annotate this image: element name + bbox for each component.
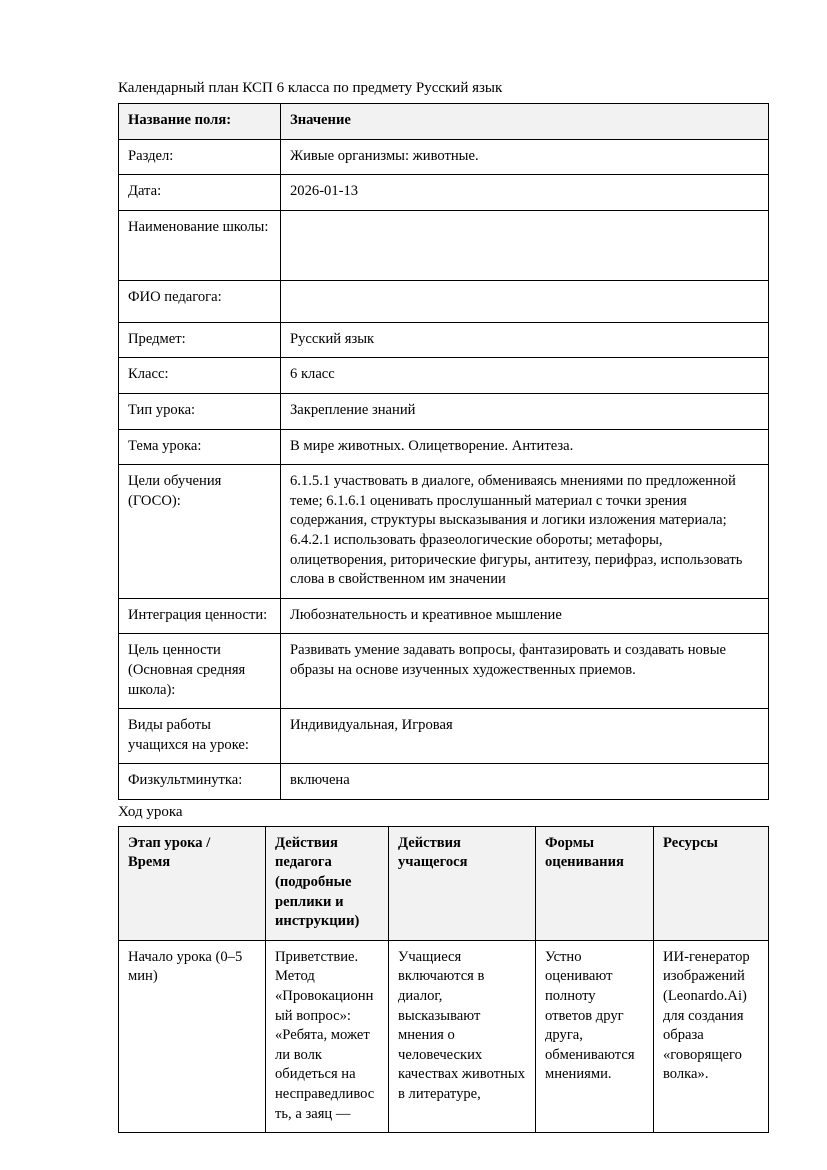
cell-student-actions: Учащиеся включаются в диалог, высказывают мнения о человеческих качествах животных в литературе, [389,940,536,1132]
cell-stage: Начало урока (0–5 мин) [119,940,266,1132]
table-row [119,634,769,709]
header-student-actions: Действия учащегося [389,826,536,940]
cell-assessment-forms: Устно оценивают полноту ответов друг друга, обмениваются мнениями. [536,940,654,1132]
row-label: Виды работы учащихся на уроке: [119,709,281,764]
table-row [119,393,769,429]
table-row [119,358,769,394]
row-value: Живые организмы: животные. [281,139,769,175]
header-assessment-forms: Формы оценивания [536,826,654,940]
row-label: Цель ценности (Основная средняя школа): [119,634,281,709]
row-value: 2026-01-13 [281,175,769,211]
row-label: Цели обучения (ГОСО): [119,465,281,599]
table-row [119,940,769,1132]
row-value: Развивать умение задавать вопросы, фантазировать и создавать новые образы на основе изученных художественных приемов. [281,634,769,709]
header-field-value: Значение [281,104,769,140]
row-value: 6 класс [281,358,769,394]
row-value: Любознательность и креативное мышление [281,598,769,634]
lesson-info-table [118,103,769,800]
header-stage: Этап урока / Время [119,826,266,940]
table-row [119,210,769,280]
table-row [119,764,769,800]
row-value: Русский язык [281,322,769,358]
row-label: ФИО педагога: [119,280,281,322]
row-label: Тема урока: [119,429,281,465]
lesson-flow-table [118,826,769,1133]
row-value [281,280,769,322]
row-value [281,210,769,280]
cell-resources: ИИ-генератор изображений (Leonardo.Ai) для создания образа «говорящего волка». [654,940,769,1132]
table-row [119,598,769,634]
table-header-row [119,826,769,940]
cell-teacher-actions: Приветствие. Метод «Провокационный вопрос»: «Ребята, может ли волк обидеться на несправедливость, а заяц — [266,940,389,1132]
table-header-row [119,104,769,140]
row-label: Физкультминутка: [119,764,281,800]
row-label: Предмет: [119,322,281,358]
row-value: Закрепление знаний [281,393,769,429]
table-row [119,139,769,175]
row-value: включена [281,764,769,800]
row-label: Наименование школы: [119,210,281,280]
header-field-name: Название поля: [119,104,281,140]
header-teacher-actions: Действия педагога (подробные реплики и инструкции) [266,826,389,940]
row-label: Раздел: [119,139,281,175]
row-label: Интеграция ценности: [119,598,281,634]
row-value: В мире животных. Олицетворение. Антитеза. [281,429,769,465]
row-label: Класс: [119,358,281,394]
lesson-flow-label: Ход урока [118,803,183,820]
table-row [119,429,769,465]
table-row [119,280,769,322]
table-row [119,322,769,358]
table-row [119,465,769,599]
table-row [119,709,769,764]
header-resources: Ресурсы [654,826,769,940]
row-label: Тип урока: [119,393,281,429]
row-label: Дата: [119,175,281,211]
row-value: Индивидуальная, Игровая [281,709,769,764]
row-value: 6.1.5.1 участвовать в диалоге, обмениваясь мнениями по предложенной теме; 6.1.6.1 оценивать прослушанный материал с точки зрения содержания, структуры высказывания и логики изложения материала; 6.4.2.1 использовать фразеологические обороты; метафоры, олицетворения, риторические фигуры, антитезу, перифраз, использовать слова в свойственном им значении [281,465,769,599]
page-title: Календарный план КСП 6 класса по предмету Русский язык [118,80,503,96]
table-row [119,175,769,211]
